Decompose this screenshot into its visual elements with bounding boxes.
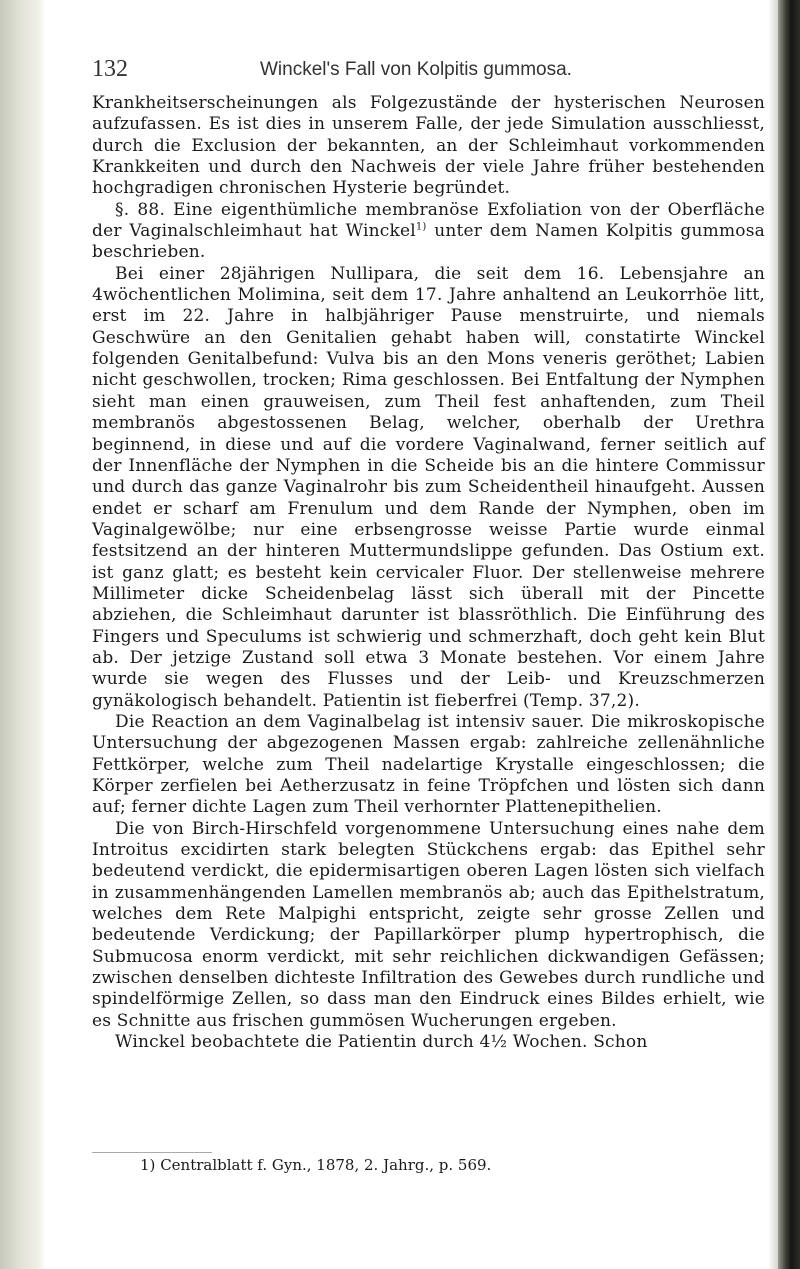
scan-left-margin: [0, 0, 46, 1269]
paragraph-3: Bei einer 28jährigen Nullipara, die seit dem 16. Lebensjahre an 4wöchentlichen Molimina, seit dem 17. Jahre anhaltend an Leukorrhöe litt, erst im 22. Jahre in halbjähriger Pause menstruirte, und niemals Geschwüre an den Genitalien gehabt haben will, constatirte Winckel folgenden Genitalbefund: Vulva bis an den Mons veneris geröthet; Labien nicht geschwollen, trocken; Rima geschlossen. Bei Entfaltung der Nymphen sieht man einen grauweisen, zum Theil fest anhaftenden, zum Theil membranös abgestossenen Belag, welcher, oberhalb der Urethra beginnend, in diese und auf die vordere Vaginalwand, ferner seitlich auf der Innenfläche der Nymphen in die Scheide bis an die hintere Commissur und durch das ganze Vaginalrohr bis zum Scheidentheil hinaufgeht. Aussen endet er scharf am Frenulum und dem Rande der Nymphen, oben im Vaginalgewölbe; nur eine erbsengrosse weisse Partie wurde einmal festsitzend an der hinteren Muttermundslippe gefunden. Das Ostium ext. ist ganz glatt; es besteht kein cervicaler Fluor. Der stellenweise mehrere Millimeter dicke Scheidenbelag lässt sich überall mit der Pincette abziehen, die Schleimhaut darunter ist blassröthlich. Die Einführung des Fingers und Speculums ist schwierig und schmerzhaft, doch geht kein Blut ab. Der jetzige Zustand soll etwa 3 Monate bestehen. Vor einem Jahre wurde sie wegen des Flusses und der Leib- und Kreuzschmerzen gynäkologisch behandelt. Patientin ist fieberfrei (Temp. 37,2).: [92, 263, 765, 711]
footnote-divider: [92, 1152, 212, 1153]
footnote-ref: 1): [415, 221, 427, 233]
paragraph-5: Die von Birch-Hirschfeld vorgenommene Untersuchung eines nahe dem Introitus excidirten stark belegten Stückchens ergab: das Epithel sehr bedeutend verdickt, die epidermisartigen oberen Lagen lösten sich vielfach in zusammenhängenden Lamellen membranös ab; auch das Epithelstratum, welches dem Rete Malpighi entspricht, zeigte sehr grosse Zellen und bedeutende Verdickung; der Papillarkörper plump hypertrophisch, die Submucosa enorm verdickt, mit sehr reichlichen dickwandigen Gefässen; zwischen denselben dichteste Infiltration des Gewebes durch rundliche und spindelförmige Zellen, so dass man den Eindruck eines Bildes erhielt, wie es Schnitte aus frischen gummösen Wucherungen ergeben.: [92, 818, 765, 1031]
body-text: [92, 93, 765, 1053]
scan-right-edge: [778, 0, 800, 1269]
footnote-text: Centralblatt f. Gyn., 1878, 2. Jahrg., p. 569.: [160, 1156, 492, 1174]
paragraph-1: Krankheitserscheinungen als Folgezustände der hysterischen Neurosen aufzufassen. Es ist dies in unserem Falle, der jede Simulation ausschliesst, durch die Exclusion der bekannten, an der Schleimhaut vorkommenden Krankkeiten und durch den Nachweis der viele Jahre früher bestehenden hochgradigen chronischen Hysterie begründet.: [92, 93, 765, 199]
page-number: 132: [92, 56, 128, 82]
paragraph-6: Winckel beobachtete die Patientin durch 4½ Wochen. Schon: [115, 1032, 648, 1053]
paragraph-4: Die Reaction an dem Vaginalbelag ist intensiv sauer. Die mikroskopische Untersuchung der abgezogenen Massen ergab: zahlreiche zellenähnliche Fettkörper, welche zum Theil nadelartige Krystalle eingeschlossen; die Körper zerfielen bei Aetherzusatz in feine Tröpfchen und lösten sich dann auf; ferner dichte Lagen zum Theil verhornter Plattenepithelien.: [92, 711, 765, 818]
paragraph-2-tail: unter dem Namen Kolpitis gummosa beschrieben.: [92, 221, 765, 263]
paragraph-2-text: §. 88. Eine eigenthümliche membranöse Exfoliation von der Oberfläche der Vaginalschleimhaut hat Winckel: [92, 199, 765, 242]
paragraph-2: [92, 200, 765, 264]
running-title: Winckel's Fall von Kolpitis gummosa.: [260, 59, 572, 80]
scan-binding-shadow: [768, 0, 778, 1269]
page-header: [92, 56, 762, 86]
footnote-marker: 1): [140, 1156, 156, 1174]
footnote: [140, 1155, 740, 1175]
